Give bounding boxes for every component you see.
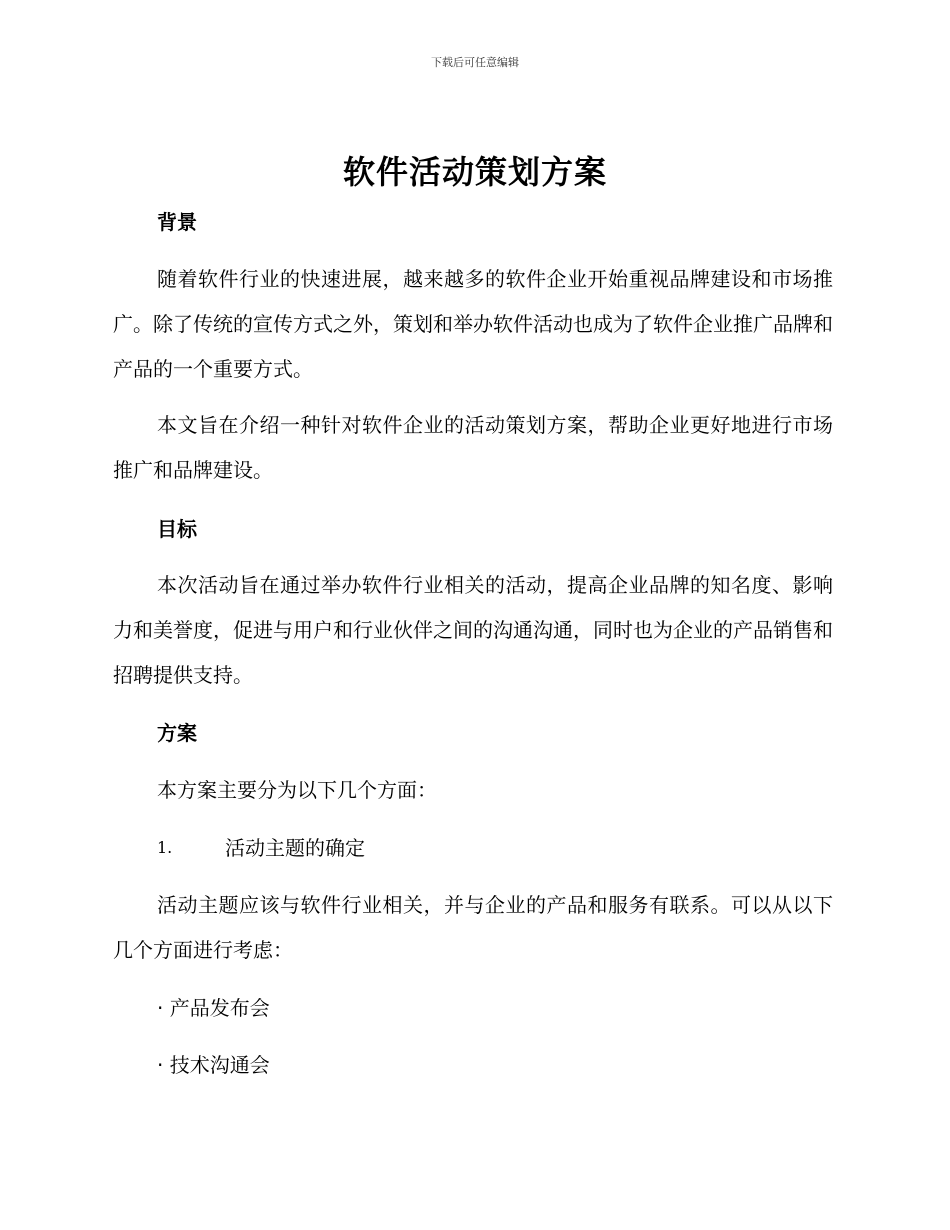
list-item-title: 活动主题的确定 xyxy=(225,836,365,860)
page-header-note: 下载后可任意编辑 xyxy=(431,56,519,69)
list-item-number: 1. xyxy=(157,838,173,857)
paragraph-text: 本次活动旨在通过举办软件行业相关的活动，提高企业品牌的知名度、影响力和美誉度，促进与用户和行业伙伴之间的沟通沟通，同时也为企业的产品销售和招聘提供支持。 xyxy=(113,573,833,687)
section-heading-goal: 目标 xyxy=(157,517,197,541)
paragraph-text: 活动主题应该与软件行业相关，并与企业的产品和服务有联系。可以从以下几个方面进行考虑： xyxy=(113,893,833,962)
plan-intro: 本方案主要分为以下几个方面： xyxy=(157,778,437,802)
background-paragraph-2 xyxy=(113,403,833,493)
bullet-item: · 技术沟通会 xyxy=(157,1053,270,1077)
goal-paragraph-1 xyxy=(113,563,833,698)
section-heading-plan: 方案 xyxy=(157,721,197,745)
paragraph-text: 本文旨在介绍一种针对软件企业的活动策划方案，帮助企业更好地进行市场推广和品牌建设。 xyxy=(113,413,833,482)
section-heading-background: 背景 xyxy=(157,210,197,234)
bullet-item: · 产品发布会 xyxy=(157,996,270,1020)
background-paragraph-1 xyxy=(113,257,833,392)
document-title: 软件活动策划方案 xyxy=(342,153,607,191)
paragraph-text: 随着软件行业的快速进展，越来越多的软件企业开始重视品牌建设和市场推广。除了传统的宣传方式之外，策划和举办软件活动也成为了软件企业推广品牌和产品的一个重要方式。 xyxy=(113,267,833,381)
plan-item-1-paragraph xyxy=(113,883,833,973)
